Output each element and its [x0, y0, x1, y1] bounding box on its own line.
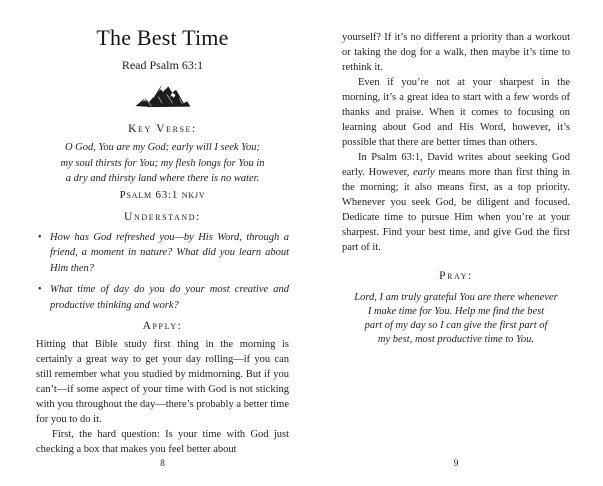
- prayer-line: my best, most productive time to You.: [377, 334, 535, 345]
- prayer-line: Lord, I am truly grateful You are there whenever: [354, 292, 558, 303]
- verse-line: a dry and thirsty land where there is no water.: [65, 173, 260, 184]
- key-verse-text: [36, 140, 289, 187]
- paragraph: Hitting that Bible study first thing in the morning is certainly a great way to get your day rolling—if you can still remember what you studied by midmorning. But if you can’t—if some aspect of your time with God is not sticking with you throughout the day—there’s probably a better time for you to do it.: [36, 339, 289, 425]
- verse-line: O God, You are my God; early will I seek You;: [64, 142, 261, 153]
- reading-reference: Read Psalm 63:1: [121, 58, 204, 72]
- pray-heading: Pray:: [439, 270, 473, 282]
- question-item: • What time of day do you do your most creative and productive thinking and work?: [36, 282, 289, 313]
- understand-heading: Understand:: [124, 210, 201, 223]
- page-number-right: 9: [453, 459, 459, 469]
- verse-reference: Psalm 63:1 nkjv: [119, 188, 206, 201]
- right-page: [342, 0, 570, 486]
- key-verse-heading: Key Verse:: [128, 123, 197, 135]
- prayer-line: part of my day so I can give the first part of: [364, 320, 548, 331]
- paragraph: First, the hard question: Is your time with God just checking a box that makes you feel better about: [36, 429, 289, 455]
- apply-text: [36, 337, 289, 457]
- understand-questions: [36, 230, 289, 314]
- prayer-text: [342, 291, 570, 347]
- chapter-title: The Best Time: [96, 25, 229, 50]
- mountain-range-glyph: [134, 82, 192, 110]
- verse-line: my soul thirsts for You; my flesh longs for You in: [60, 157, 265, 169]
- apply-heading: Apply:: [142, 320, 183, 332]
- paragraph: yourself? If it’s no different a priority than a workout or taking the dog for a walk, then maybe it’s time to rethink it.: [342, 32, 570, 73]
- prayer-line: I make time for You. Help me find the best: [367, 306, 545, 317]
- paragraph: Even if you’re not at your sharpest in the morning, it’s a great idea to start with a few words of thanks and praise. When it comes to focusing on learning about God and His Word, however, it’s possible that there are better times than others.: [342, 77, 570, 148]
- left-page: [36, 0, 289, 486]
- question-item: • How has God refreshed you—by His Word, through a friend, a moment in nature? What did you learn about Him then?: [36, 230, 289, 277]
- paragraph: In Psalm 63:1, David writes about seeking God early. However, early means more than first thing in the morning; it also means first, as a top priority. Whenever you seek God, be diligent and focused. Dedicate time to pursue Him when you’re at your sharpest. Find your best time, and give God the first part of it.: [342, 152, 570, 253]
- mountains-icon: [36, 82, 289, 112]
- page-number-left: 8: [160, 459, 165, 469]
- body-text: [342, 30, 570, 255]
